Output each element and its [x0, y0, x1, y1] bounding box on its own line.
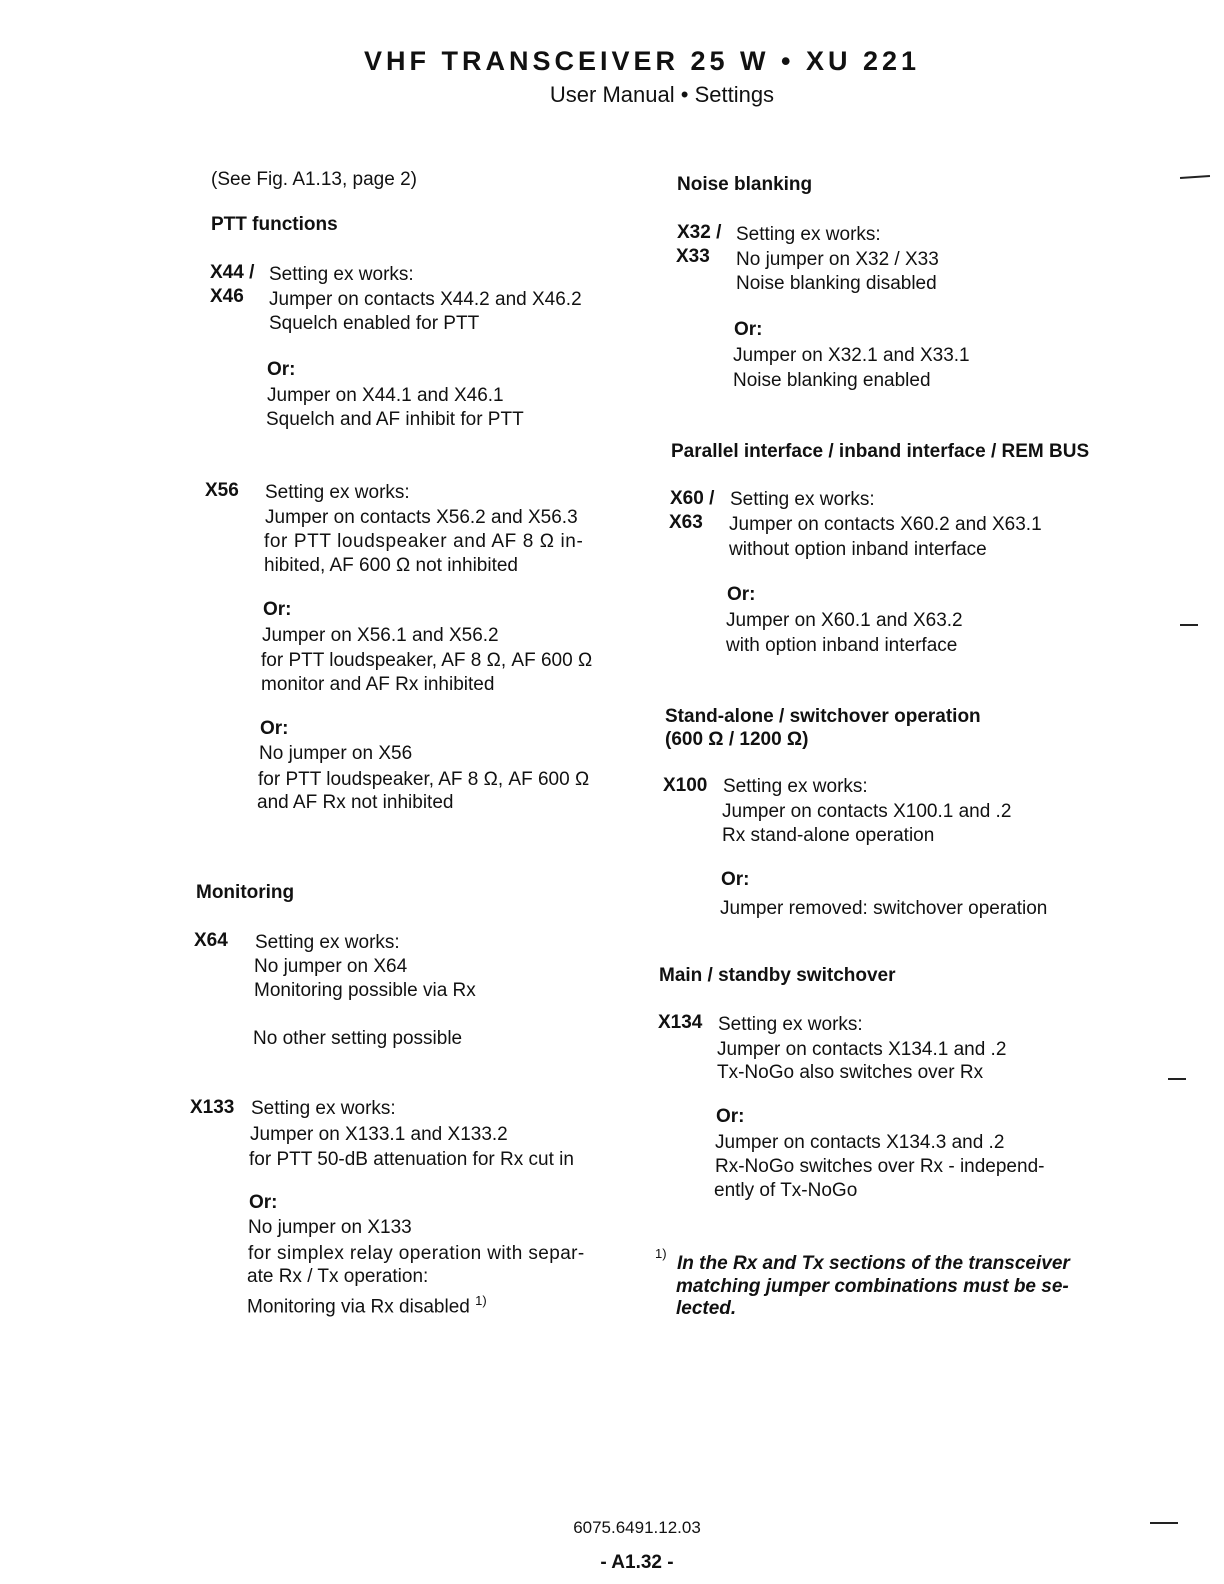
setting-line: Jumper on X44.1 and X46.1	[267, 385, 504, 406]
jumper-code-x63: X63	[669, 512, 703, 533]
setting-line: ate Rx / Tx operation:	[247, 1266, 429, 1287]
or-label: Or:	[263, 599, 292, 620]
or-label: Or:	[734, 319, 763, 340]
footnote-line: matching jumper combinations must be se-	[676, 1276, 1069, 1297]
setting-line: No other setting possible	[253, 1028, 463, 1049]
setting-line: with option inband interface	[726, 635, 958, 656]
footnote-marker: 1)	[655, 1246, 667, 1261]
footnote-line: In the Rx and Tx sections of the transceiver	[677, 1253, 1070, 1274]
setting-line: Tx-NoGo also switches over Rx	[717, 1062, 984, 1083]
scan-mark	[1168, 1078, 1186, 1080]
setting-line: Jumper on contacts X134.3 and .2	[715, 1132, 1005, 1153]
or-label: Or:	[716, 1106, 745, 1127]
page-subtitle: User Manual • Settings	[549, 82, 775, 107]
section-subheading-impedance: (600 Ω / 1200 Ω)	[665, 729, 809, 750]
setting-line: Jumper on X133.1 and X133.2	[250, 1124, 508, 1145]
setting-line: Jumper removed: switchover operation	[720, 898, 1048, 919]
jumper-code-x44: X44 /	[210, 262, 255, 283]
setting-line: ently of Tx-NoGo	[714, 1180, 858, 1201]
setting-line: Jumper on X32.1 and X33.1	[733, 345, 970, 366]
jumper-code-x56: X56	[205, 480, 239, 501]
or-label: Or:	[727, 584, 756, 605]
setting-line: hibited, AF 600 Ω not inhibited	[264, 555, 518, 576]
footnote-reference: 1)	[475, 1293, 487, 1308]
setting-line: for PTT 50-dB attenuation for Rx cut in	[249, 1149, 574, 1170]
setting-line: Rx-NoGo switches over Rx - independ-	[715, 1156, 1045, 1177]
scan-mark	[1150, 1522, 1178, 1524]
setting-line: Noise blanking disabled	[736, 273, 937, 294]
setting-line: Jumper on contacts X44.2 and X46.2	[269, 289, 582, 310]
footnote-line: lected.	[676, 1298, 737, 1319]
setting-line: Jumper on X56.1 and X56.2	[262, 625, 499, 646]
setting-line: monitor and AF Rx inhibited	[261, 674, 495, 695]
setting-line: No jumper on X64	[254, 956, 408, 977]
setting-line: Setting ex works:	[265, 482, 410, 503]
jumper-code-x60: X60 /	[670, 488, 715, 509]
setting-line: for PTT loudspeaker, AF 8 Ω, AF 600 Ω	[258, 769, 590, 790]
or-label: Or:	[260, 718, 289, 739]
page-number: - A1.32 -	[600, 1552, 674, 1573]
setting-line: Rx stand-alone operation	[722, 825, 935, 846]
setting-line: and AF Rx not inhibited	[257, 792, 454, 813]
jumper-code-x134: X134	[658, 1012, 703, 1033]
jumper-code-x64: X64	[194, 930, 228, 951]
section-heading-standalone: Stand-alone / switchover operation	[665, 706, 981, 727]
setting-line: Squelch and AF inhibit for PTT	[266, 409, 524, 430]
setting-line: Jumper on contacts X60.2 and X63.1	[729, 514, 1042, 535]
setting-line: Monitoring possible via Rx	[254, 980, 476, 1001]
setting-line: Noise blanking enabled	[733, 370, 931, 391]
scan-mark	[1180, 175, 1210, 179]
setting-line: Setting ex works:	[730, 489, 875, 510]
jumper-code-x100: X100	[663, 775, 708, 796]
section-heading-monitoring: Monitoring	[196, 882, 295, 903]
document-number: 6075.6491.12.03	[573, 1518, 701, 1537]
setting-line: Setting ex works:	[251, 1098, 396, 1119]
page-title: VHF TRANSCEIVER 25 W • XU 221	[363, 46, 921, 76]
setting-line: for PTT loudspeaker, AF 8 Ω, AF 600 Ω	[261, 650, 593, 671]
jumper-code-x46: X46	[210, 286, 244, 307]
scan-mark	[1180, 624, 1198, 626]
section-heading-main-standby: Main / standby switchover	[659, 965, 896, 986]
setting-line: Jumper on contacts X56.2 and X56.3	[265, 507, 578, 528]
setting-line	[247, 1289, 487, 1319]
setting-line: Squelch enabled for PTT	[269, 313, 480, 334]
setting-line: No jumper on X32 / X33	[736, 249, 939, 270]
or-label: Or:	[249, 1192, 278, 1213]
setting-line: Jumper on X60.1 and X63.2	[726, 610, 963, 631]
figure-reference: (See Fig. A1.13, page 2)	[211, 169, 417, 190]
setting-line: No jumper on X133	[248, 1217, 412, 1238]
section-heading-ptt: PTT functions	[211, 214, 338, 235]
jumper-code-x133: X133	[190, 1097, 235, 1118]
setting-line: for simplex relay operation with separ-	[248, 1243, 585, 1264]
setting-line: Setting ex works:	[255, 932, 400, 953]
setting-line: Setting ex works:	[723, 776, 868, 797]
setting-line: No jumper on X56	[259, 743, 413, 764]
setting-line: without option inband interface	[729, 539, 987, 560]
setting-text: Monitoring via Rx disabled	[247, 1296, 470, 1318]
section-heading-parallel: Parallel interface / inband interface / REM BUS	[671, 441, 1090, 462]
setting-line: Setting ex works:	[718, 1014, 863, 1035]
or-label: Or:	[267, 359, 296, 380]
or-label: Or:	[721, 869, 750, 890]
setting-line: Jumper on contacts X134.1 and .2	[717, 1039, 1007, 1060]
setting-line: for PTT loudspeaker and AF 8 Ω in-	[264, 531, 584, 552]
setting-line: Jumper on contacts X100.1 and .2	[722, 801, 1012, 822]
setting-line: Setting ex works:	[736, 224, 881, 245]
section-heading-noise: Noise blanking	[677, 174, 813, 195]
setting-line: Setting ex works:	[269, 264, 414, 285]
jumper-code-x32: X32 /	[677, 222, 722, 243]
jumper-code-x33: X33	[676, 246, 710, 267]
